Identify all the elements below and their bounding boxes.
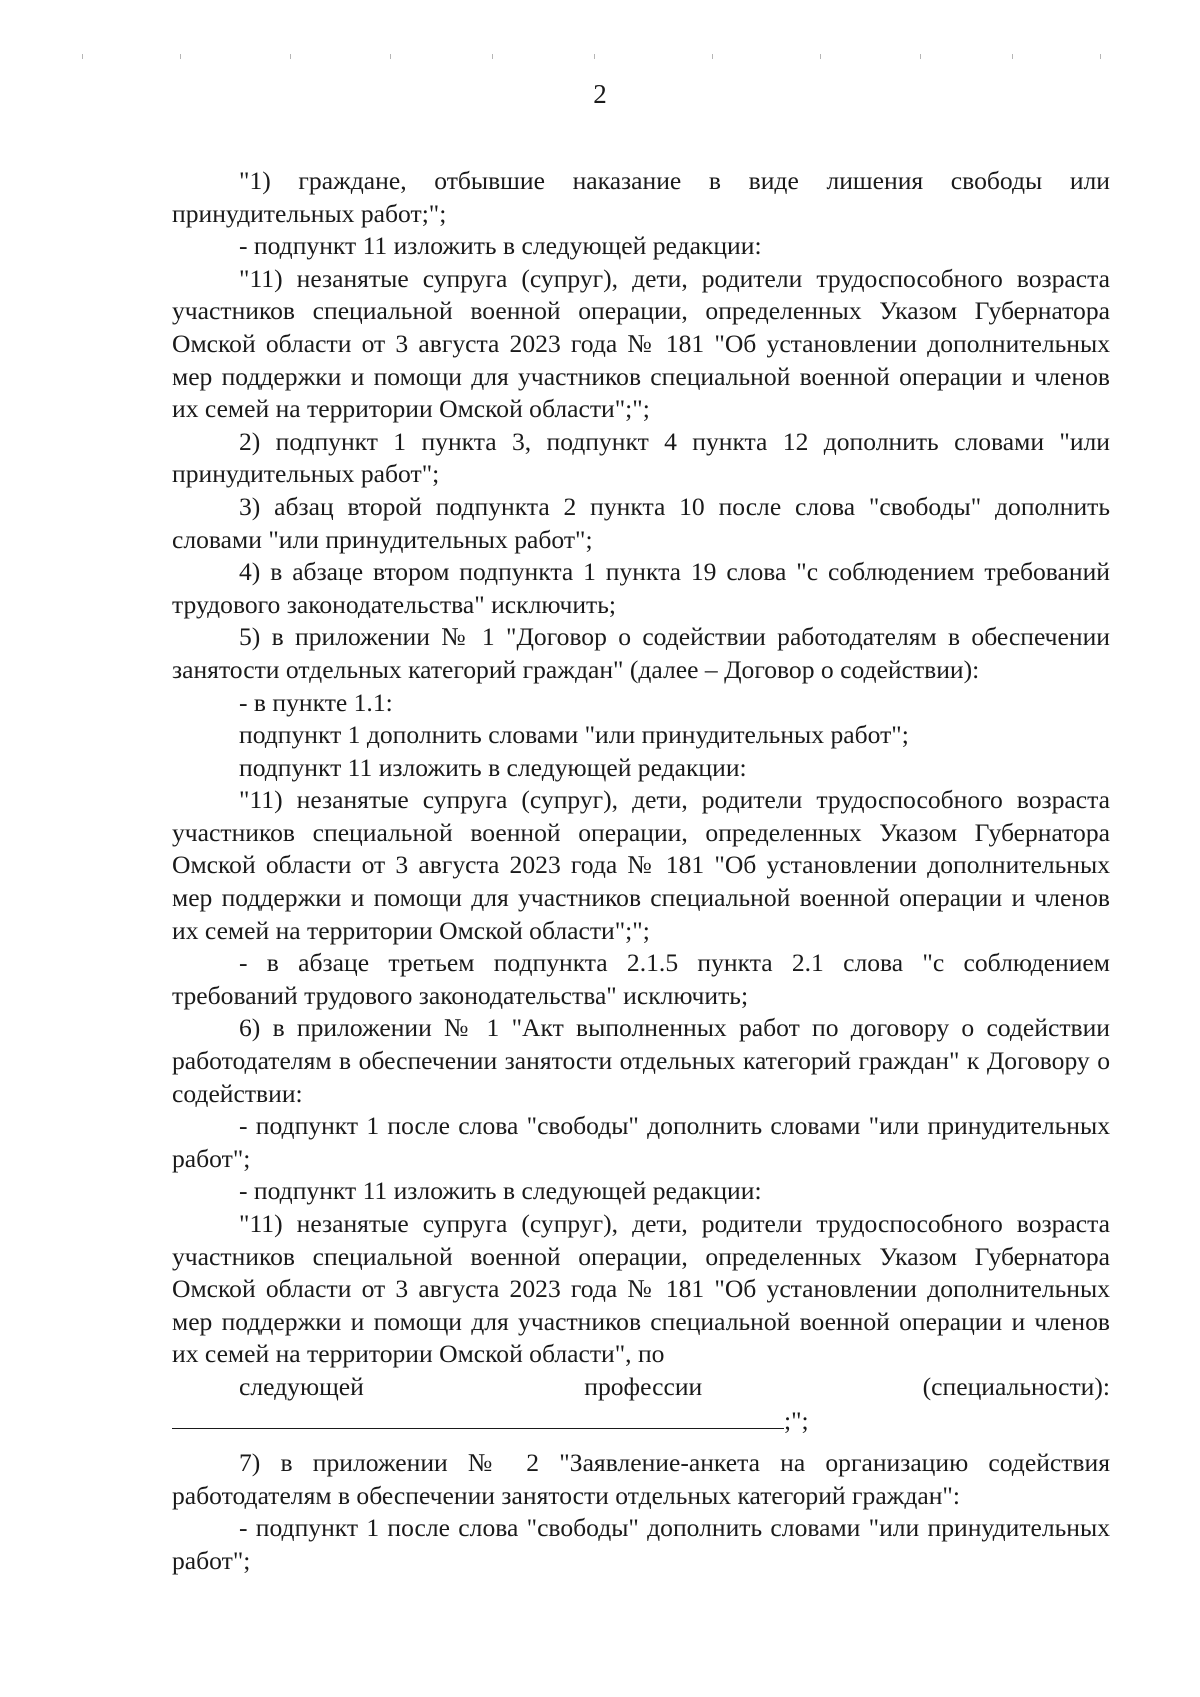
blank-underline <box>172 1404 784 1429</box>
blank-suffix: ;"; <box>784 1405 809 1435</box>
page-number: 2 <box>593 79 607 109</box>
blank-fill-line <box>172 1404 1110 1438</box>
paragraph: подпункт 11 изложить в следующей редакции: <box>239 752 747 782</box>
paragraph: "11) незанятые супруга (супруг), дети, родители трудоспособного возраста участников специальной военной операции, определенных Указом Губернатора Омской области от 3 августа 2023 года № 181 "Об установлении дополнительных мер поддержки и помощи для участников специальной военной операции и членов их семей на территории Омской области";"; <box>172 785 1110 945</box>
paragraph: - в пункте 1.1: <box>239 687 393 717</box>
paragraph-text: "11) незанятые супруга (супруг), дети, родители трудоспособного возраста участников специальной военной операции, определенных Указом Губернатора Омской области от 3 августа 2023 года № 181 "Об установлении дополнительных мер поддержки и помощи для участников специальной военной операции и членов их семей на территории Омской области", по <box>172 1209 1110 1369</box>
paragraph: 4) в абзаце втором подпункта 1 пункта 19 слова "с соблюдением требований трудового законодательства" исключить; <box>172 557 1110 619</box>
paragraph-with-blank <box>172 1208 1110 1437</box>
word: профессии <box>584 1371 703 1401</box>
document-body <box>172 165 1110 1578</box>
paragraph: - подпункт 11 изложить в следующей редакции: <box>239 1176 762 1206</box>
paragraph: - подпункт 1 после слова "свободы" дополнить словами "или принудительных работ"; <box>172 1111 1110 1173</box>
word: (специальности): <box>922 1371 1110 1401</box>
paragraph: 3) абзац второй подпункта 2 пункта 10 после слова "свободы" дополнить словами "или принудительных работ"; <box>172 491 1110 554</box>
justified-row <box>172 1371 1110 1404</box>
paragraph: 2) подпункт 1 пункта 3, подпункт 4 пункта 12 дополнить словами "или принудительных работ"; <box>172 426 1110 489</box>
paragraph: "11) незанятые супруга (супруг), дети, родители трудоспособного возраста участников специальной военной операции, определенных Указом Губернатора Омской области от 3 августа 2023 года № 181 "Об установлении дополнительных мер поддержки и помощи для участников специальной военной операции и членов их семей на территории Омской области";"; <box>172 263 1110 424</box>
scan-edge-marks <box>0 54 1200 60</box>
word: следующей <box>239 1371 364 1401</box>
paragraph: 6) в приложении № 1 "Акт выполненных работ по договору о содействии работодателям в обеспечении занятости отдельных категорий граждан" к Договору о содействии: <box>172 1013 1110 1108</box>
paragraph: 7) в приложении № 2 "Заявление-анкета на организацию содействия работодателям в обеспечении занятости отдельных категорий граждан": <box>172 1448 1110 1510</box>
paragraph: - подпункт 1 после слова "свободы" дополнить словами "или принудительных работ"; <box>172 1513 1110 1575</box>
paragraph: "1) граждане, отбывшие наказание в виде лишения свободы или принудительных работ;"; <box>172 166 1110 228</box>
paragraph: 5) в приложении № 1 "Договор о содействии работодателям в обеспечении занятости отдельных категорий граждан" (далее – Договор о содействии): <box>172 622 1110 684</box>
paragraph: - в абзаце третьем подпункта 2.1.5 пункта 2.1 слова "с соблюдением требований трудового законодательства" исключить; <box>172 948 1110 1010</box>
paragraph: подпункт 1 дополнить словами "или принудительных работ"; <box>239 720 909 750</box>
paragraph: - подпункт 11 изложить в следующей редакции: <box>239 231 762 261</box>
